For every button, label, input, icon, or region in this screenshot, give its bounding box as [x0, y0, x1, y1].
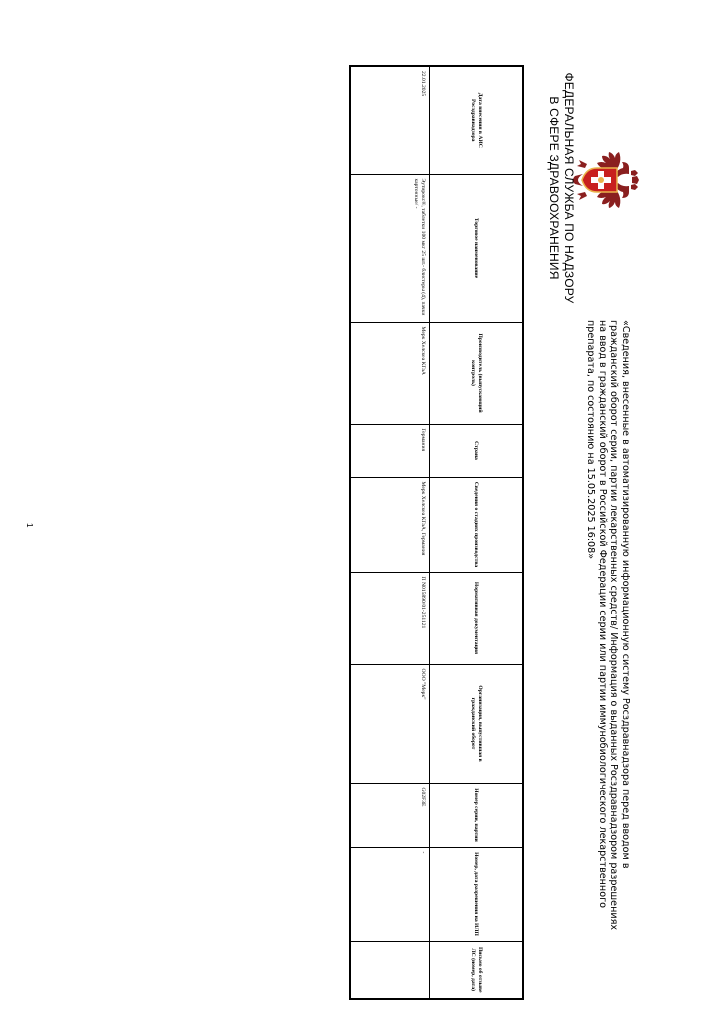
column-header-regulatory-documentation: Нормативная документация [430, 572, 524, 664]
column-header-trade-name: Торговое наименование [430, 174, 524, 322]
heading-line-2: гражданский оборот серии, партии лекарственных средств/ Информация о выданных Росздравнадзором разрешениях [608, 320, 620, 931]
cell-permit-number: - [350, 847, 430, 941]
heading-line-1: «Сведения, внесенные в автоматизированную информационную систему Росздравнадзора перед вводом в [620, 320, 631, 869]
cell-regulatory-documentation: П N015890/01-251121 [350, 572, 430, 664]
heading-line-3: на ввод в гражданский оборот в Российской Федерации серии или партии иммунобиологического лекарственного [597, 320, 608, 908]
agency-name-line-1: ФЕДЕРАЛЬНАЯ СЛУЖБА ПО НАДЗОРУ [562, 72, 576, 304]
column-header-releasing-organization: Организация, выпустившая в гражданский оборот [430, 664, 524, 783]
column-header-production-stages: Сведения о стадиях производства [430, 477, 524, 572]
cell-manufacturer: Мерк Хелскеа КГаА [350, 322, 430, 424]
column-header-permit-number: Номер, дата разрешения на ИЛП [430, 847, 524, 941]
column-header-recall-letter: Письмо об отзыве ЛС (номер, дата) [430, 941, 524, 999]
batch-registry-table [349, 65, 524, 1000]
heading-line-4: препарата, по состоянию на 15.05.2025 16:08» [585, 320, 597, 560]
cell-batch-number: G02F3E [350, 783, 430, 847]
cell-trade-name: Эутирокс®, таблетки 100 мкг 25 шт.- блистеры (4), пачки картонные/ - [350, 174, 430, 322]
double-headed-eagle-emblem-icon [567, 150, 639, 210]
column-header-country: Страна [430, 424, 524, 477]
page-number: 1 [25, 523, 34, 528]
table-header-row [430, 66, 524, 999]
agency-name [546, 68, 576, 308]
column-header-manufacturer: Производитель (выпускающий контроль) [430, 322, 524, 424]
cell-country: Германия [350, 424, 430, 477]
column-header-batch-number: Номер серии, партии [430, 783, 524, 847]
report-heading [585, 320, 631, 960]
cell-releasing-organization: ООО "Мерк" [350, 664, 430, 783]
cell-recall-letter [350, 941, 430, 999]
column-header-entry-date: Дата внесения в АИС Росздравнадзора [430, 66, 524, 174]
table-row [350, 66, 430, 999]
cell-entry-date: 22.01.2025 [350, 66, 430, 174]
cell-production-stages: Мерк Хелскеа КГаА, Германия [350, 477, 430, 572]
agency-name-line-2: В СФЕРЕ ЗДРАВООХРАНЕНИЯ [547, 96, 561, 280]
